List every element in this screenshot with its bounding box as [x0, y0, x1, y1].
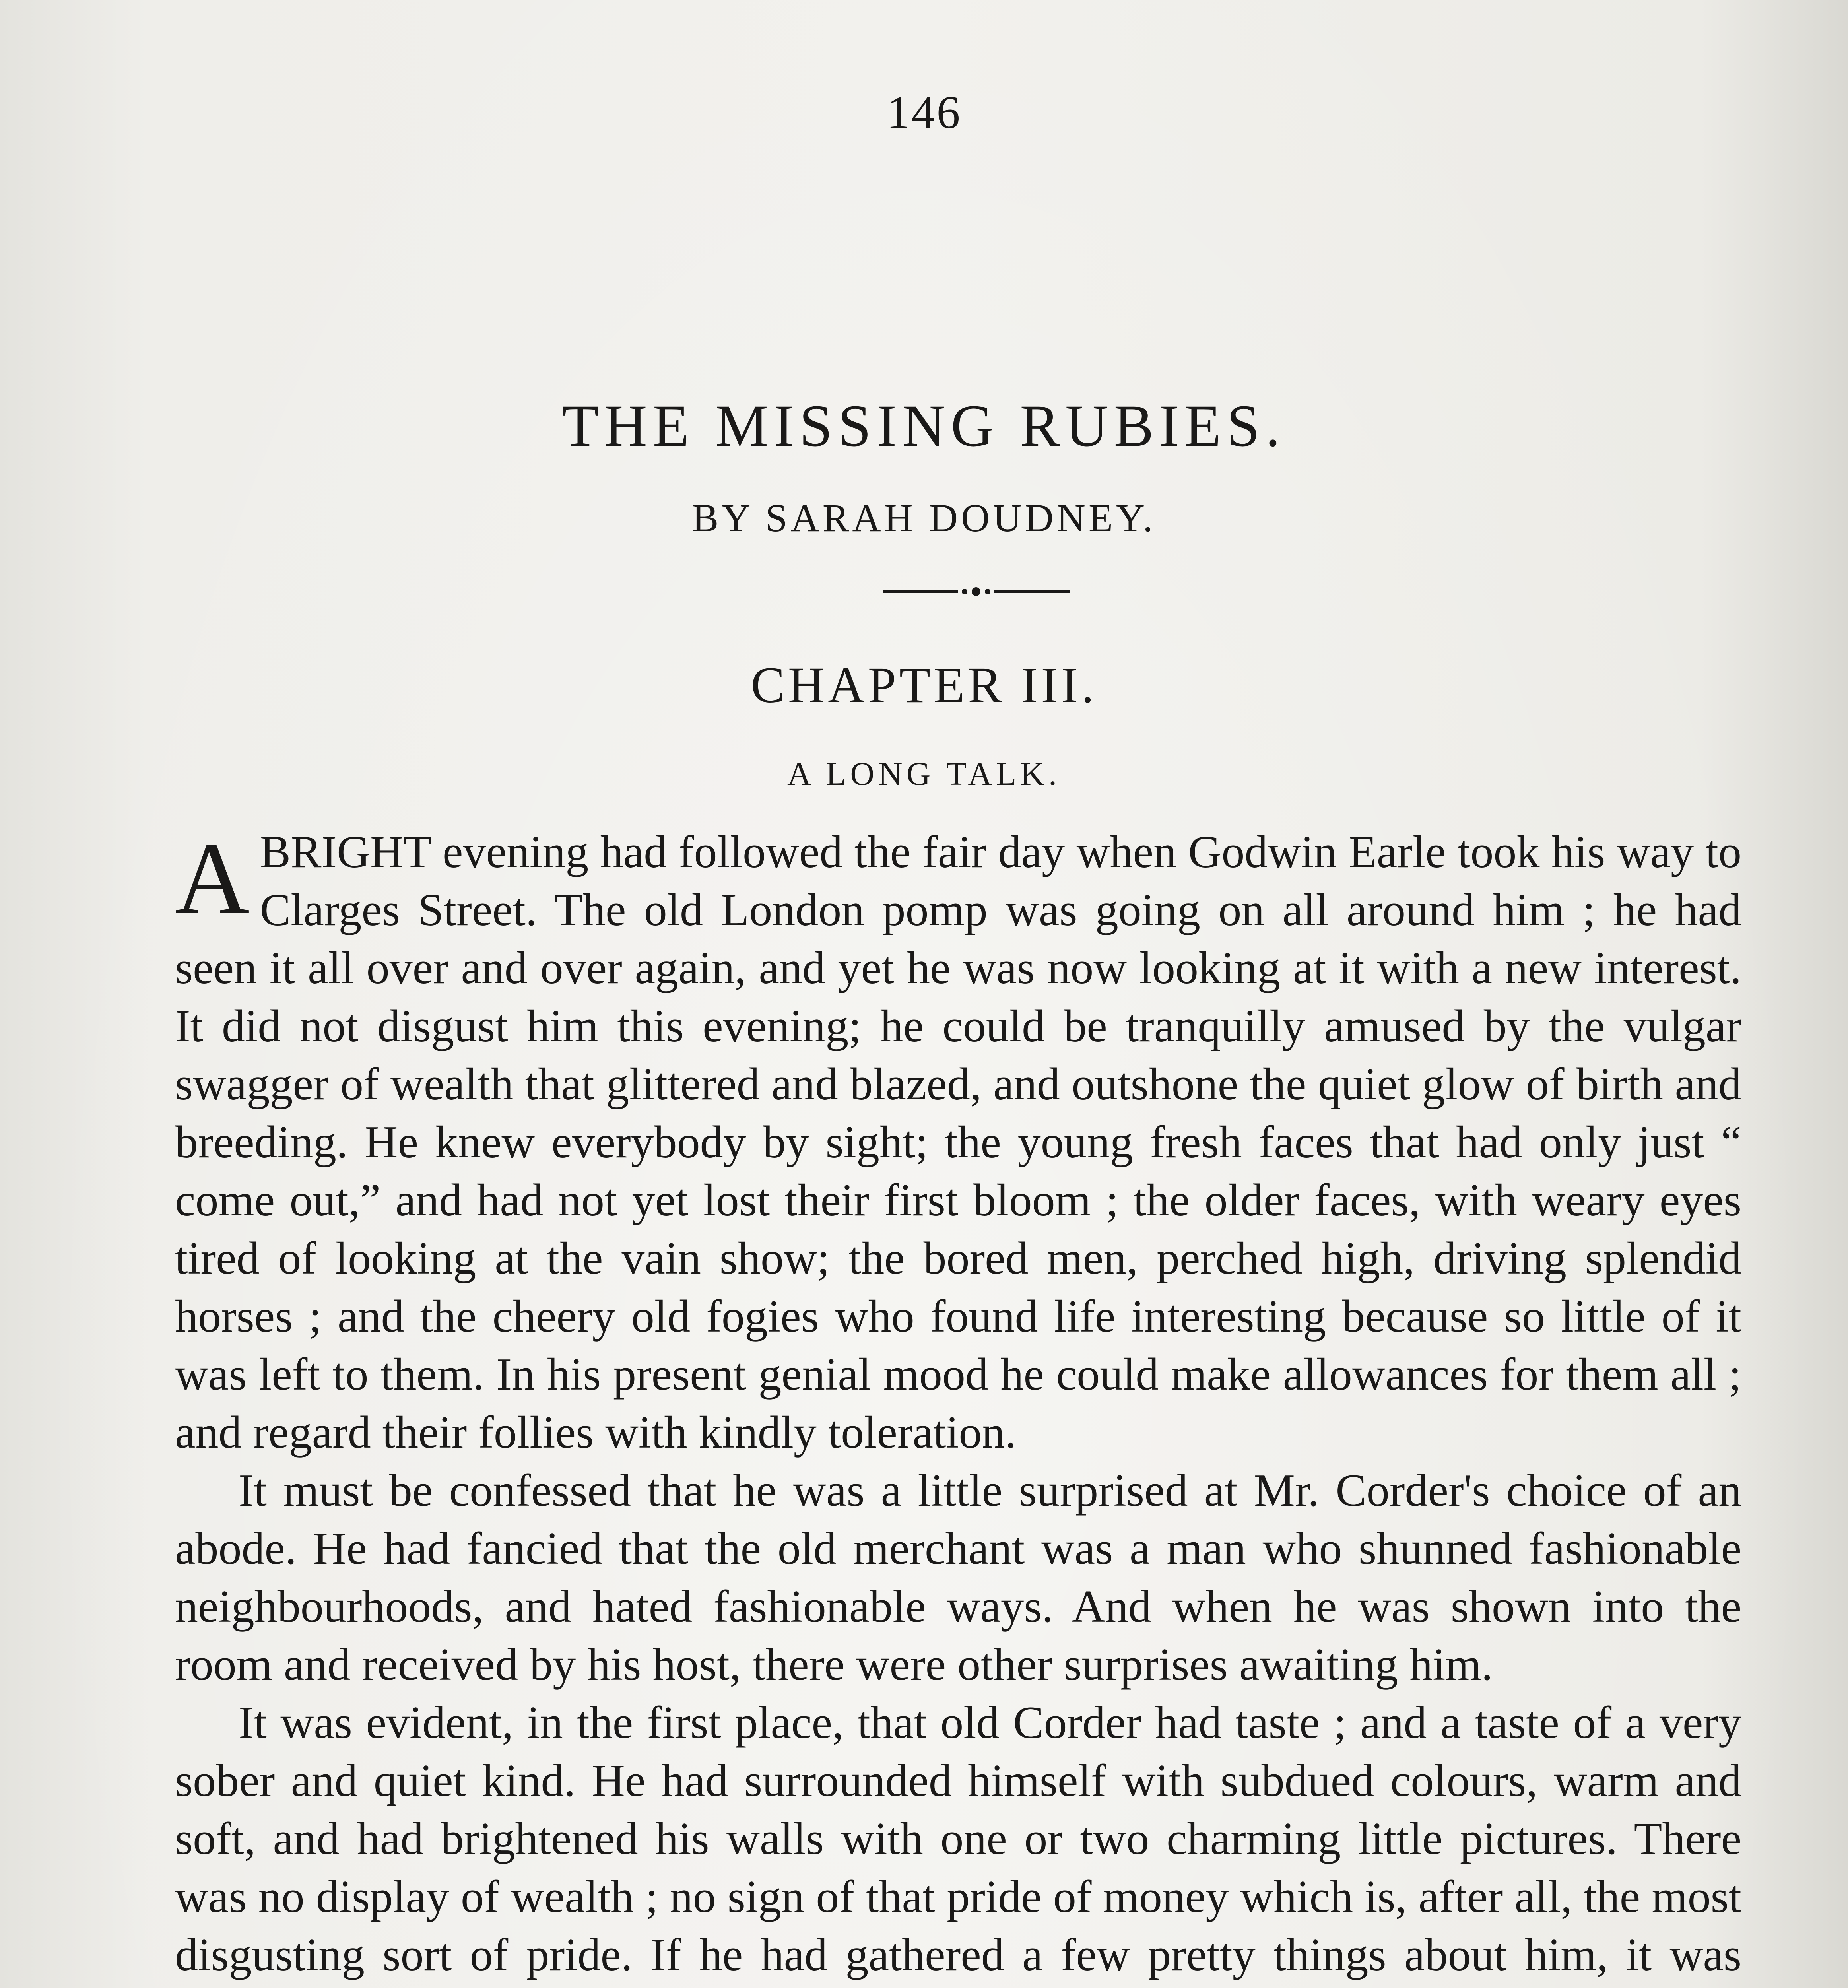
paragraph-3: It was evident, in the first place, that old Corder had taste ; and a taste of a very sober and quiet kind. He had surrounded himself with subdued colours, warm and soft, and had brightened his walls with one or two charming little pictures. There was no display of wealth ; no sign of that pride of money which is, after all, the most disgusting sort of pride. If he had gathered a few pretty things about him, it was	[175, 1697, 1741, 1980]
story-body	[175, 823, 1741, 1988]
author-byline: BY SARAH DOUDNEY.	[692, 496, 1156, 540]
chapter-subtitle: A LONG TALK.	[787, 755, 1061, 792]
paragraph-1	[175, 823, 1741, 1462]
paragraph-2: It must be confessed that he was a little surprised at Mr. Corder's choice of an abode. He had fancied that the old merchant was a man who shunned fashionable neighbourhoods, and hated fashionable ways. And when he was shown into the room and received by his host, there were other surprises awaiting him.	[175, 1465, 1741, 1690]
ornament-divider-icon	[883, 584, 1070, 600]
chapter-heading: CHAPTER III.	[751, 657, 1097, 713]
page-number: 146	[886, 86, 962, 138]
paragraph-1-text: BRIGHT evening had followed the fair day when Godwin Earle took his way to Clarges Street. The old London pomp was going on all around him ; he had seen it all over and over again, and yet he was now looking at it with a new interest. It did not disgust him this evening; he could be tranquilly amused by the vulgar swagger of wealth that glittered and blazed, and outshone the quiet glow of birth and breeding. He knew everybody by sight; the young fresh faces that had only just “ come out,” and had not yet lost their first bloom ; the older faces, with weary eyes tired of looking at the vain show; the bored men, perched high, driving splendid horses ; and the cheery old fogies who found life interesting because so little of it was left to them. In his present genial mood he could make allowances for them all ; and regard their follies with kindly toleration.	[175, 827, 1741, 1458]
story-title: THE MISSING RUBIES.	[562, 393, 1286, 459]
drop-cap: A	[175, 821, 250, 936]
